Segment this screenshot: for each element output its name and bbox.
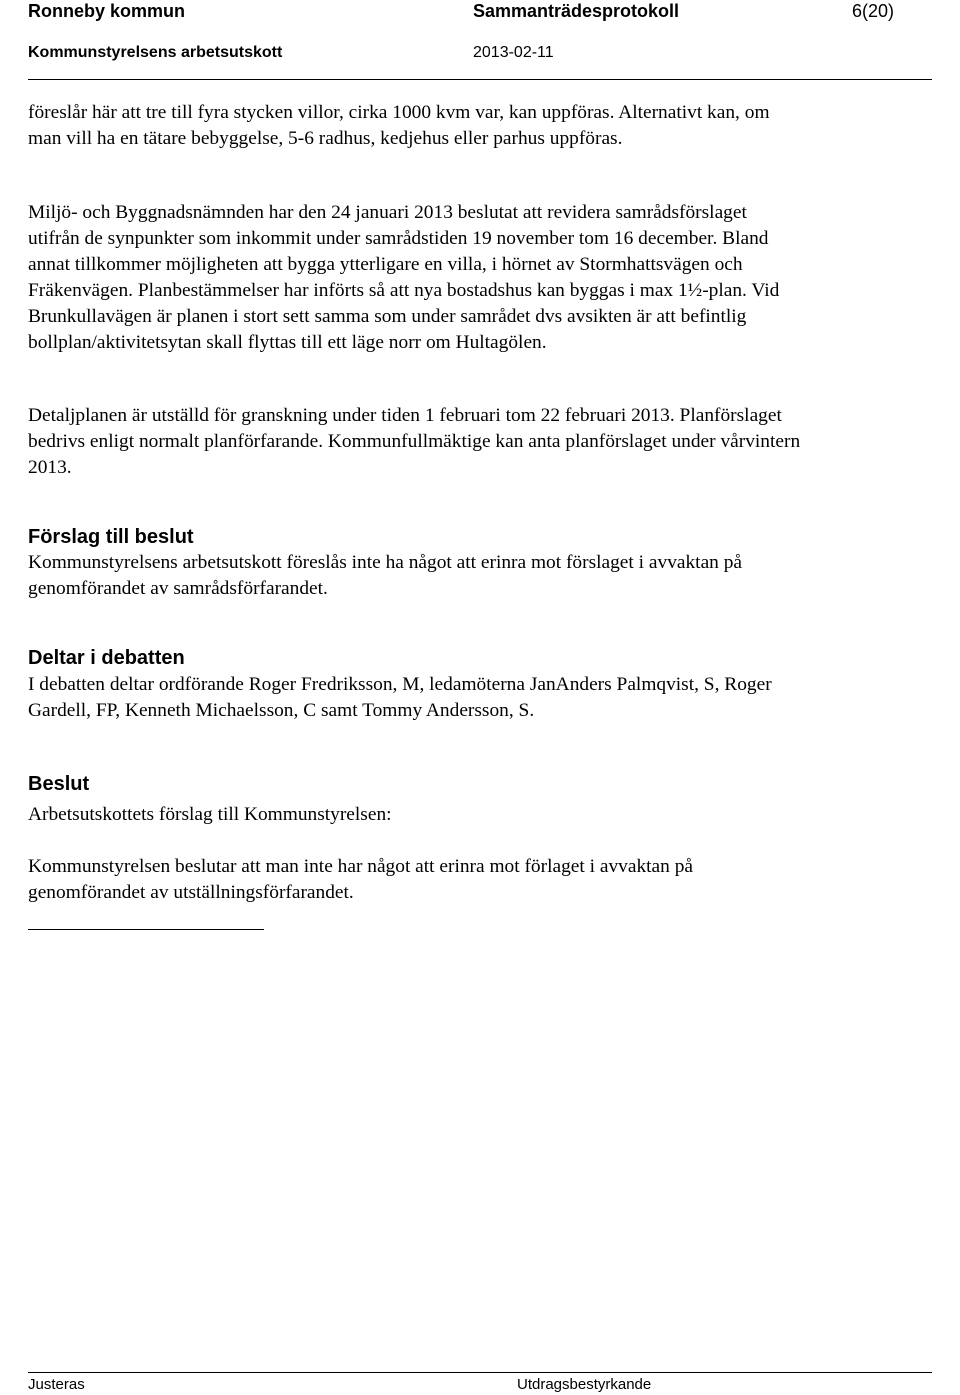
text-line: Detaljplanen är utställd för granskning under tiden 1 februari tom 22 februari 2013. Planförslaget [28,405,782,426]
footer-rule [28,1372,932,1373]
text-line: annat tillkommer möjligheten att bygga ytterligare en villa, i hörnet av Stormhattsvägen och [28,254,743,275]
section-body-forslag [28,550,908,602]
paragraph-3 [28,403,908,481]
section-intro-beslut [28,802,908,828]
section-body-debatt [28,672,908,724]
end-rule [28,929,264,930]
header-rule [28,79,932,80]
organization-name: Ronneby kommun [28,1,186,21]
text-line: Miljö- och Byggnadsnämnden har den 24 januari 2013 beslutat att revidera samrådsförslaget [28,202,747,223]
text-line: Gardell, FP, Kenneth Michaelsson, C samt Tommy Andersson, S. [28,700,535,721]
section-heading-beslut: Beslut [28,773,90,795]
text-line: man vill ha en tätare bebyggelse, 5-6 radhus, kedjehus eller parhus uppföras. [28,128,623,149]
section-body-beslut [28,854,908,906]
text-line: genomförandet av utställningsförfarandet. [28,882,354,903]
text-line: I debatten deltar ordförande Roger Fredriksson, M, ledamöterna JanAnders Palmqvist, S, Roger [28,674,772,695]
text-line: Fräkenvägen. Planbestämmelser har införts så att nya bostadshus kan byggas i max 1½-plan. Vid [28,280,780,301]
paragraph-2 [28,200,908,356]
document-type: Sammanträdesprotokoll [473,1,680,21]
page-number: 6(20) [852,1,895,21]
text-line: Kommunstyrelsens arbetsutskott föreslås inte ha något att erinra mot förslaget i avvaktan på [28,552,743,573]
text-line: föreslår här att tre till fyra stycken villor, cirka 1000 kvm var, kan uppföras. Alternativt kan, om [28,102,770,123]
section-heading-forslag: Förslag till beslut [28,526,194,548]
text-line: Kommunstyrelsen beslutar att man inte har något att erinra mot förlaget i avvaktan på [28,856,693,877]
text-line: 2013. [28,457,72,478]
text-line: bollplan/aktivitetsytan skall flyttas till ett läge norr om Hultagölen. [28,332,547,353]
text-line: bedrivs enligt normalt planförfarande. Kommunfullmäktige kan anta planförslaget under vårvintern [28,431,801,452]
paragraph-1 [28,100,908,152]
meeting-date: 2013-02-11 [473,44,554,61]
text-line: Brunkullavägen är planen i stort sett samma som under samrådet dvs avsikten är att befintlig [28,306,747,327]
text-line: Arbetsutskottets förslag till Kommunstyrelsen: [28,804,392,825]
footer-utdragsbestyrkande: Utdragsbestyrkande [517,1376,652,1393]
committee-name: Kommunstyrelsens arbetsutskott [28,44,283,61]
text-line: genomförandet av samrådsförfarandet. [28,578,328,599]
footer-justeras: Justeras [28,1376,85,1393]
text-line: utifrån de synpunkter som inkommit under samrådstiden 19 november tom 16 december. Bland [28,228,769,249]
section-heading-debatt: Deltar i debatten [28,647,185,669]
